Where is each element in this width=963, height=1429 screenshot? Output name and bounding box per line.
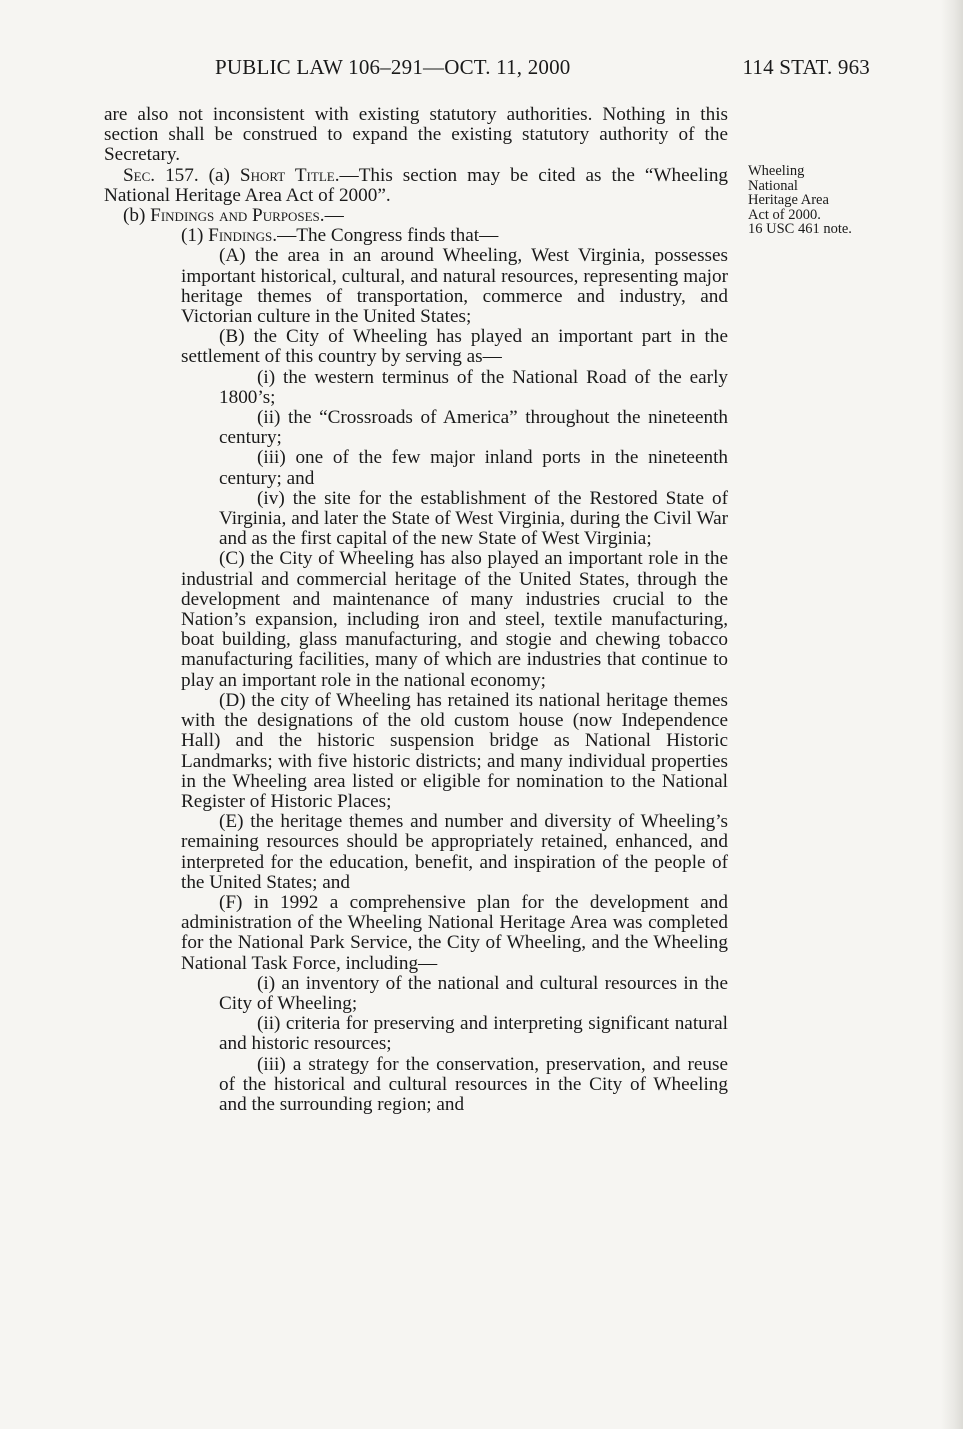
header-public-law: PUBLIC LAW 106–291—OCT. 11, 2000	[215, 55, 571, 79]
finding-B-iv: (iv) the site for the establishment of the Restored State of Virginia, and later the State of West Virginia, during the Civil War and as the first capital of the new State of West Virginia;	[219, 487, 728, 550]
finding-B: (B) the City of Wheeling has played an important part in the settlement of this country by serving as—	[181, 326, 728, 368]
margin-note-line: Wheeling	[748, 163, 805, 179]
finding-C: (C) the City of Wheeling has also played an important role in the industrial and commercial heritage of the United States, through the development and maintenance of many industries crucial to the Nation’s expansion, including iron and steel, textile manufacturing, boat building, glass manufacturing, and stogie and chewing tobacco manufacturing facilities, many of which are industries that continue to play an important role in the national economy;	[181, 548, 728, 691]
finding-A: (A) the area in an around Wheeling, West Virginia, possesses important historical, cultural, and natural resources, representing major heritage themes of transportation, commerce and industry, and Victorian culture in the United States;	[181, 245, 728, 328]
page-edge	[941, 0, 963, 1429]
subsection-b-heading	[104, 206, 728, 226]
margin-note-line: Act of 2000.	[748, 206, 821, 223]
paragraph-1-number: (1)	[181, 225, 204, 247]
header-stat-page: 114 STAT. 963	[742, 55, 870, 79]
finding-F-ii: (ii) criteria for preserving and interpreting significant natural and historic resources;	[219, 1013, 728, 1055]
margin-note	[748, 164, 888, 237]
finding-D: (D) the city of Wheeling has retained its national heritage themes with the designations of the old custom house (now Independence Hall) and the historic suspension bridge as National Historic Landmarks; with five historic districts; and many individual properties in the Wheeling area listed or eligible for nomination to the National Register of Historic Places;	[181, 689, 728, 812]
finding-F: (F) in 1992 a comprehensive plan for the development and administration of the Wheeling National Heritage Area was completed for the National Park Service, the City of Wheeling, and the Wheeling National Task Force, including—	[181, 891, 728, 974]
short-title-heading: Short Title.	[239, 164, 340, 186]
finding-B-iii: (iii) one of the few major inland ports in the nineteenth century; and	[219, 447, 728, 489]
section-157-short-title	[104, 166, 728, 206]
finding-E: (E) the heritage themes and number and diversity of Wheeling’s remaining resources should be appropriately retained, enhanced, and interpreted for the education, benefit, and inspiration of the people of the United States; and	[181, 811, 728, 893]
finding-F-i: (i) an inventory of the national and cultural resources in the City of Wheeling;	[219, 972, 728, 1014]
margin-note-line: 16 USC 461 note.	[748, 221, 852, 237]
page-header	[215, 55, 870, 85]
findings-purposes-heading: Findings and Purposes.	[150, 205, 325, 227]
finding-B-ii: (ii) the “Crossroads of America” throughout the nineteenth century;	[219, 407, 728, 449]
finding-B-i: (i) the western terminus of the National Road of the early 1800’s;	[219, 366, 728, 408]
paragraph-1-findings	[104, 226, 728, 246]
findings-text: —The Congress finds that—	[277, 225, 499, 247]
intro-paragraph: are also not inconsistent with existing statutory authorities. Nothing in this section shall be construed to expand the existing statutory authority of the Secretary.	[104, 104, 728, 166]
statute-body	[104, 105, 728, 1115]
subsection-b-number: (b)	[123, 205, 146, 227]
short-title-text: —This section may be cited as the “Wheeling National Heritage Area Act of 2000”.	[104, 164, 729, 206]
subsection-a-number: (a)	[208, 164, 230, 186]
findings-heading: Findings.	[208, 225, 278, 247]
margin-note-line: Heritage Area	[748, 192, 829, 208]
margin-note-line: National	[748, 177, 798, 194]
finding-F-iii: (iii) a strategy for the conservation, preservation, and reuse of the historical and cultural resources in the City of Wheeling and the surrounding region; and	[219, 1053, 728, 1115]
subsection-b-dash: —	[324, 205, 344, 227]
section-label: Sec. 157.	[123, 164, 199, 186]
